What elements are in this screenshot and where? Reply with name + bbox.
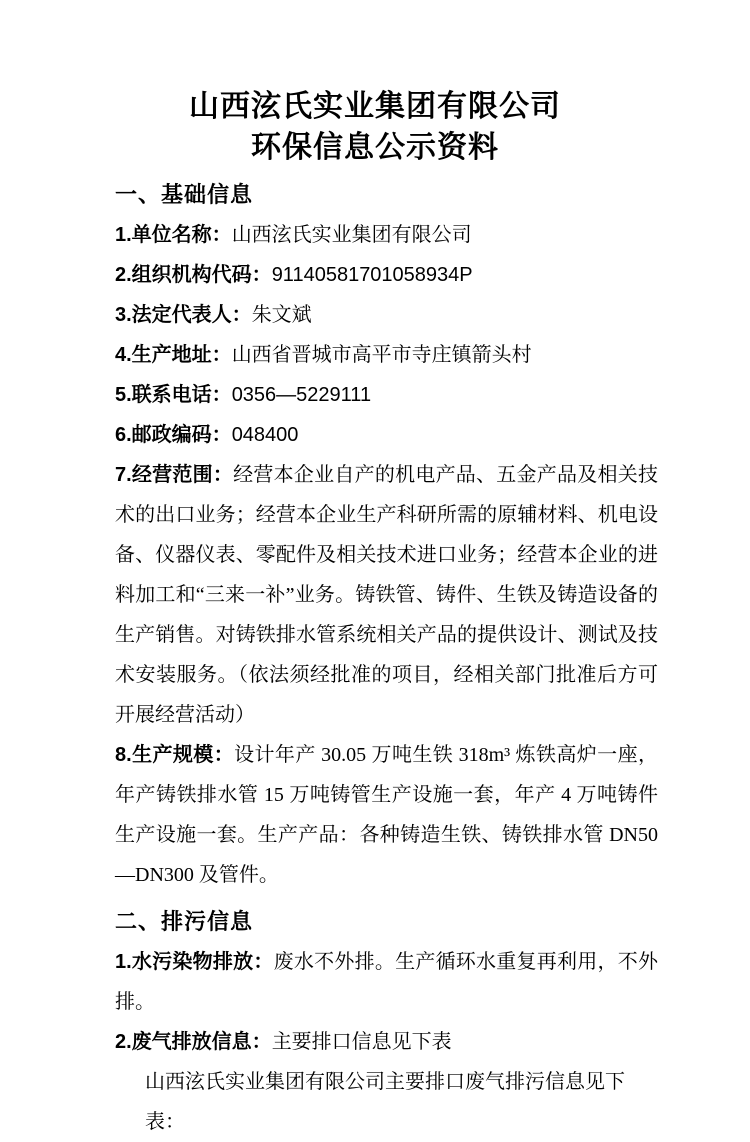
item-label: 4.生产地址： [115, 344, 232, 366]
document-title: 山西泫氏实业集团有限公司 [189, 90, 561, 123]
item-production-scale [115, 735, 658, 895]
document-title-block [0, 0, 750, 168]
item-label: 5.联系电话： [115, 384, 232, 406]
item-value: 山西省晋城市高平市寺庄镇箭头村 [231, 344, 532, 366]
item-label: 6.邮政编码： [115, 424, 232, 446]
item-label: 7.经营范围： [115, 464, 234, 486]
document-body [0, 175, 750, 1142]
item-label: 3.法定代表人： [115, 304, 252, 326]
item-label: 1.水污染物排放： [115, 951, 274, 973]
item-value: 朱文斌 [251, 304, 312, 326]
item-label: 1.单位名称： [115, 224, 232, 246]
item-phone [115, 375, 658, 415]
item-gas-discharge [115, 1022, 658, 1062]
item-label: 2.废气排放信息： [115, 1031, 272, 1053]
item-water-discharge [115, 942, 658, 1022]
item-value: 山西泫氏实业集团有限公司 [231, 224, 472, 246]
item-postal-code [115, 415, 658, 455]
item-value: 048400 [231, 424, 299, 446]
item-value: 0356—5229111 [231, 384, 372, 406]
item-value: 设计年产 30.05 万吨生铁 318m³ 炼铁高炉一座，年产铸铁排水管 15 万吨铸管生产设施一套，年产 4 万吨铸件生产设施一套。生产产品：各种铸造生铁、铸铁排水管 DN50—DN300 及管件。 [115, 744, 658, 886]
item-value: 废水不外排。生产循环水重复再利用，不外排。 [115, 951, 658, 1013]
item-value: 91140581701058934P [271, 264, 473, 286]
item-address [115, 335, 658, 375]
item-business-scope [115, 455, 658, 735]
item-org-code [115, 255, 658, 295]
item-unit-name [115, 215, 658, 255]
item-label: 8.生产规模： [115, 744, 235, 766]
section-heading-basic-info: 一、基础信息 [115, 182, 254, 207]
item-label: 2.组织机构代码： [115, 264, 272, 286]
section-heading-discharge-info: 二、排污信息 [115, 909, 254, 934]
item-value: 经营本企业自产的机电产品、五金产品及相关技术的出口业务；经营本企业生产科研所需的原辅材料、机电设备、仪器仪表、零配件及相关技术进口业务；经营本企业的进料加工和“三来一补”业务。铸铁管、铸件、生铁及铸造设备的生产销售。对铸铁排水管系统相关产品的提供设计、测试及技术安装服务。（依法须经批准的项目，经相关部门批准后方可开展经营活动） [115, 464, 658, 726]
item-value: 主要排口信息见下表 [271, 1031, 452, 1053]
item-legal-rep [115, 295, 658, 335]
document-subtitle: 环保信息公示资料 [251, 131, 499, 164]
table-intro-note: 山西泫氏实业集团有限公司主要排口废气排污信息见下表： [145, 1071, 625, 1133]
